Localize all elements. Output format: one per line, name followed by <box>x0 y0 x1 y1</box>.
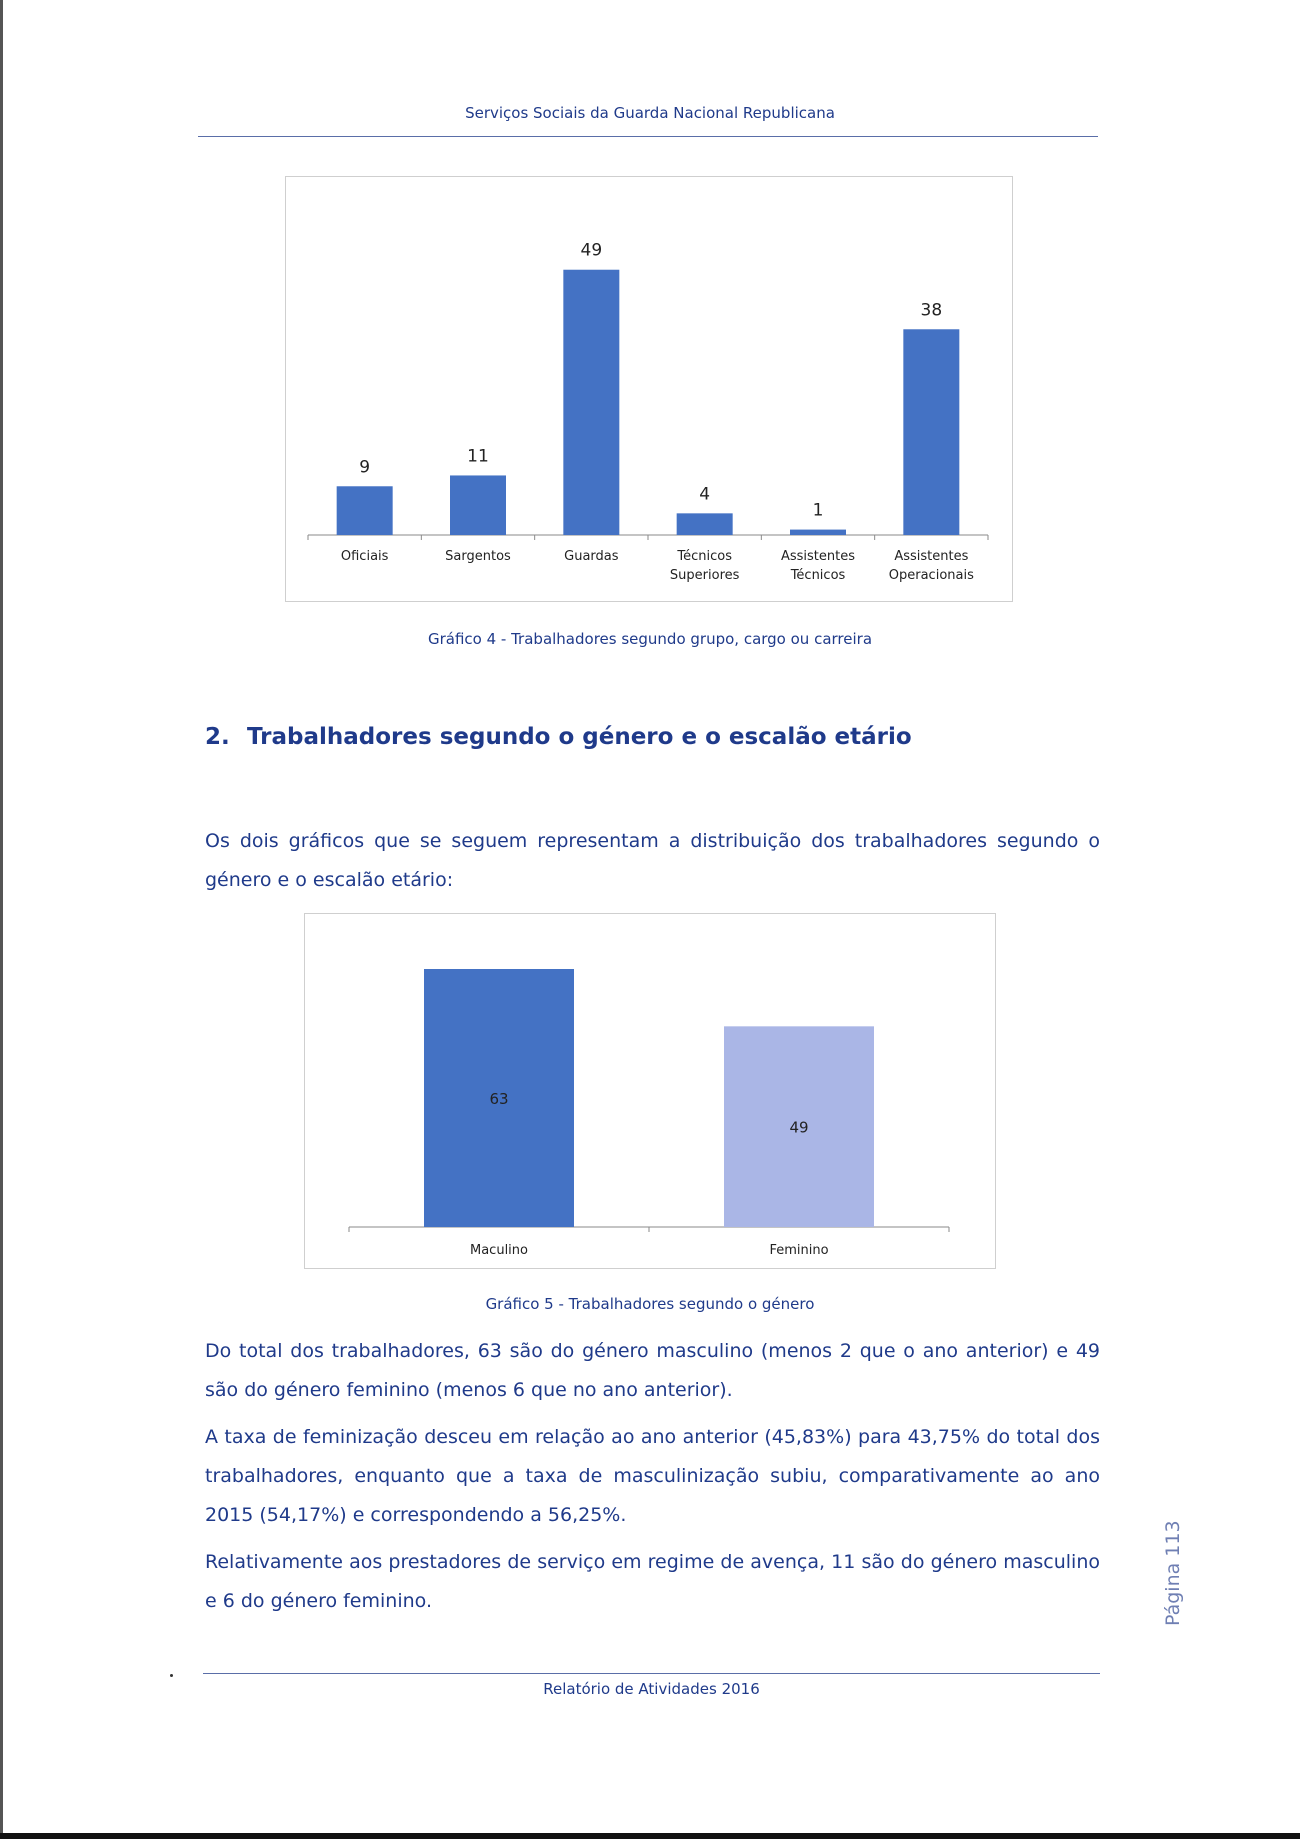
bar <box>450 475 506 535</box>
bar <box>337 486 393 535</box>
bar <box>903 329 959 535</box>
bar <box>790 530 846 535</box>
gender-totals-paragraph: Do total dos trabalhadores, 63 são do género masculino (menos 2 que o ano anterior) e 49 são do género feminino (menos 6 que no ano anterior). <box>205 1340 1100 1401</box>
chart-workers-by-gender <box>304 913 996 1269</box>
intro-paragraph: Os dois gráficos que se seguem representam a distribuição dos trabalhadores segundo o género e o escalão etário: <box>205 830 1100 891</box>
x-tick-label: Oficiais <box>340 549 389 564</box>
data-label: 11 <box>467 446 489 467</box>
data-label: 63 <box>489 1090 509 1108</box>
data-label: 9 <box>359 457 371 478</box>
x-tick-label: Técnicos <box>790 568 846 583</box>
chart-workers-by-group <box>285 176 1013 602</box>
page-header: Serviços Sociais da Guarda Nacional Republicana <box>465 104 835 122</box>
scan-bottom-edge <box>0 1833 1300 1839</box>
section-title-text: Trabalhadores segundo o género e o escalão etário <box>247 724 912 750</box>
chart-caption-4: Gráfico 4 - Trabalhadores segundo grupo, cargo ou carreira <box>427 630 873 648</box>
service-providers-paragraph: Relativamente aos prestadores de serviço em regime de avença, 11 são do género masculino e 6 do género feminino. <box>205 1551 1100 1612</box>
data-label: 4 <box>699 484 711 505</box>
footer-divider <box>203 1673 1100 1674</box>
x-tick-label: Guardas <box>564 549 619 564</box>
x-tick-label: Superiores <box>669 568 740 583</box>
x-tick-label: Maculino <box>470 1243 528 1258</box>
chart-caption-5: Gráfico 5 - Trabalhadores segundo o género <box>485 1295 815 1313</box>
page-number: Página 113 <box>1162 1520 1184 1626</box>
data-label: 49 <box>789 1118 809 1137</box>
chart-workers-by-gender-svg <box>305 914 995 1268</box>
data-label: 38 <box>920 300 943 321</box>
data-label: 49 <box>580 240 603 261</box>
bar <box>677 513 733 535</box>
x-tick-label: Operacionais <box>888 568 974 583</box>
chart-workers-by-group-svg <box>286 177 1012 601</box>
x-tick-label: Técnicos <box>677 549 732 564</box>
feminization-rate-paragraph: A taxa de feminização desceu em relação ao ano anterior (45,83%) para 43,75% do total dos trabalhadores, enquanto que a taxa de masculinização subiu, comparativamente ao ano 2015 (54,17%) e correspondendo a 56,25%. <box>205 1426 1100 1526</box>
data-label: 1 <box>812 500 824 521</box>
header-divider <box>198 136 1098 137</box>
scan-left-edge <box>0 0 3 1839</box>
x-tick-label: Feminino <box>769 1243 829 1258</box>
x-tick-label: Assistentes <box>780 549 856 564</box>
scan-speck <box>170 1674 173 1677</box>
section-number: 2. <box>205 724 230 750</box>
x-tick-label: Assistentes <box>894 549 969 564</box>
section-heading <box>205 724 912 750</box>
bar <box>563 270 619 535</box>
page-footer: Relatório de Atividades 2016 <box>543 1680 760 1698</box>
x-tick-label: Sargentos <box>445 549 511 564</box>
